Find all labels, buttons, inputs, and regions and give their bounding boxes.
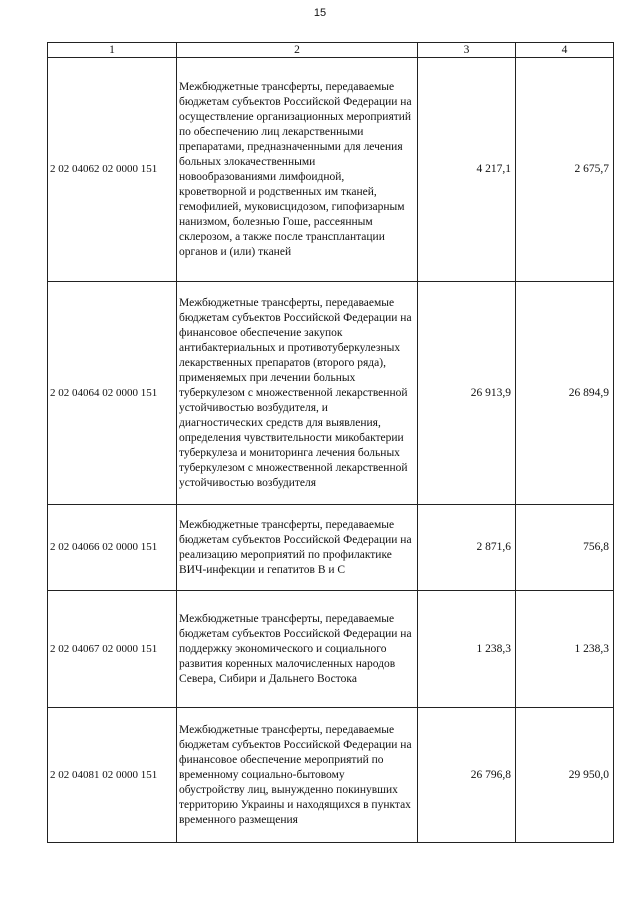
amount-col-3: 4 217,1 xyxy=(418,58,516,282)
budget-code: 2 02 04081 02 0000 151 xyxy=(48,708,177,843)
amount-col-4: 1 238,3 xyxy=(516,591,614,708)
amount-col-4: 756,8 xyxy=(516,505,614,591)
table-row xyxy=(48,708,614,843)
budget-table xyxy=(47,42,614,843)
header-col-4: 4 xyxy=(516,43,614,58)
header-col-2: 2 xyxy=(177,43,418,58)
budget-code: 2 02 04064 02 0000 151 xyxy=(48,282,177,505)
page-number: 15 xyxy=(313,7,327,19)
amount-col-3: 26 796,8 xyxy=(418,708,516,843)
header-col-1: 1 xyxy=(48,43,177,58)
table-row xyxy=(48,58,614,282)
transfer-description: Межбюджетные трансферты, передаваемые бюджетам субъектов Российской Федерации на реализацию мероприятий по профилактике ВИЧ-инфекции и гепатитов В и С xyxy=(177,505,418,591)
budget-code: 2 02 04066 02 0000 151 xyxy=(48,505,177,591)
budget-code: 2 02 04062 02 0000 151 xyxy=(48,58,177,282)
amount-col-3: 1 238,3 xyxy=(418,591,516,708)
amount-col-4: 26 894,9 xyxy=(516,282,614,505)
amount-col-3: 2 871,6 xyxy=(418,505,516,591)
transfer-description: Межбюджетные трансферты, передаваемые бюджетам субъектов Российской Федерации на поддержку экономического и социального развития коренных малочисленных народов Севера, Сибири и Дальнего Востока xyxy=(177,591,418,708)
table-row xyxy=(48,282,614,505)
transfer-description: Межбюджетные трансферты, передаваемые бюджетам субъектов Российской Федерации на осуществление организационных мероприятий по обеспечению лиц лекарственными препаратами, предназначенными для лечения больных злокачественными новообразованиями лимфоидной, кроветворной и родственных им тканей, гемофилией, муковисцидозом, гипофизарным нанизмом, болезнью Гоше, рассеянным склерозом, а также после трансплантации органов и (или) тканей xyxy=(177,58,418,282)
table-row xyxy=(48,505,614,591)
budget-code: 2 02 04067 02 0000 151 xyxy=(48,591,177,708)
table-header-row xyxy=(48,43,614,58)
amount-col-4: 29 950,0 xyxy=(516,708,614,843)
amount-col-3: 26 913,9 xyxy=(418,282,516,505)
header-col-3: 3 xyxy=(418,43,516,58)
transfer-description: Межбюджетные трансферты, передаваемые бюджетам субъектов Российской Федерации на финансовое обеспечение мероприятий по временному социально-бытовому обустройству лиц, вынужденно покинувших территорию Украины и находящихся в пунктах временного размещения xyxy=(177,708,418,843)
amount-col-4: 2 675,7 xyxy=(516,58,614,282)
transfer-description: Межбюджетные трансферты, передаваемые бюджетам субъектов Российской Федерации на финансовое обеспечение закупок антибактериальных и противотуберкулезных лекарственных препаратов (второго ряда), применяемых при лечении больных туберкулезом с множественной лекарственной устойчивостью возбудителя, и диагностических средств для выявления, определения чувствительности микобактерии туберкулеза и мониторинга лечения больных туберкулезом с множественной лекарственной устойчивостью возбудителя xyxy=(177,282,418,505)
table-row xyxy=(48,591,614,708)
